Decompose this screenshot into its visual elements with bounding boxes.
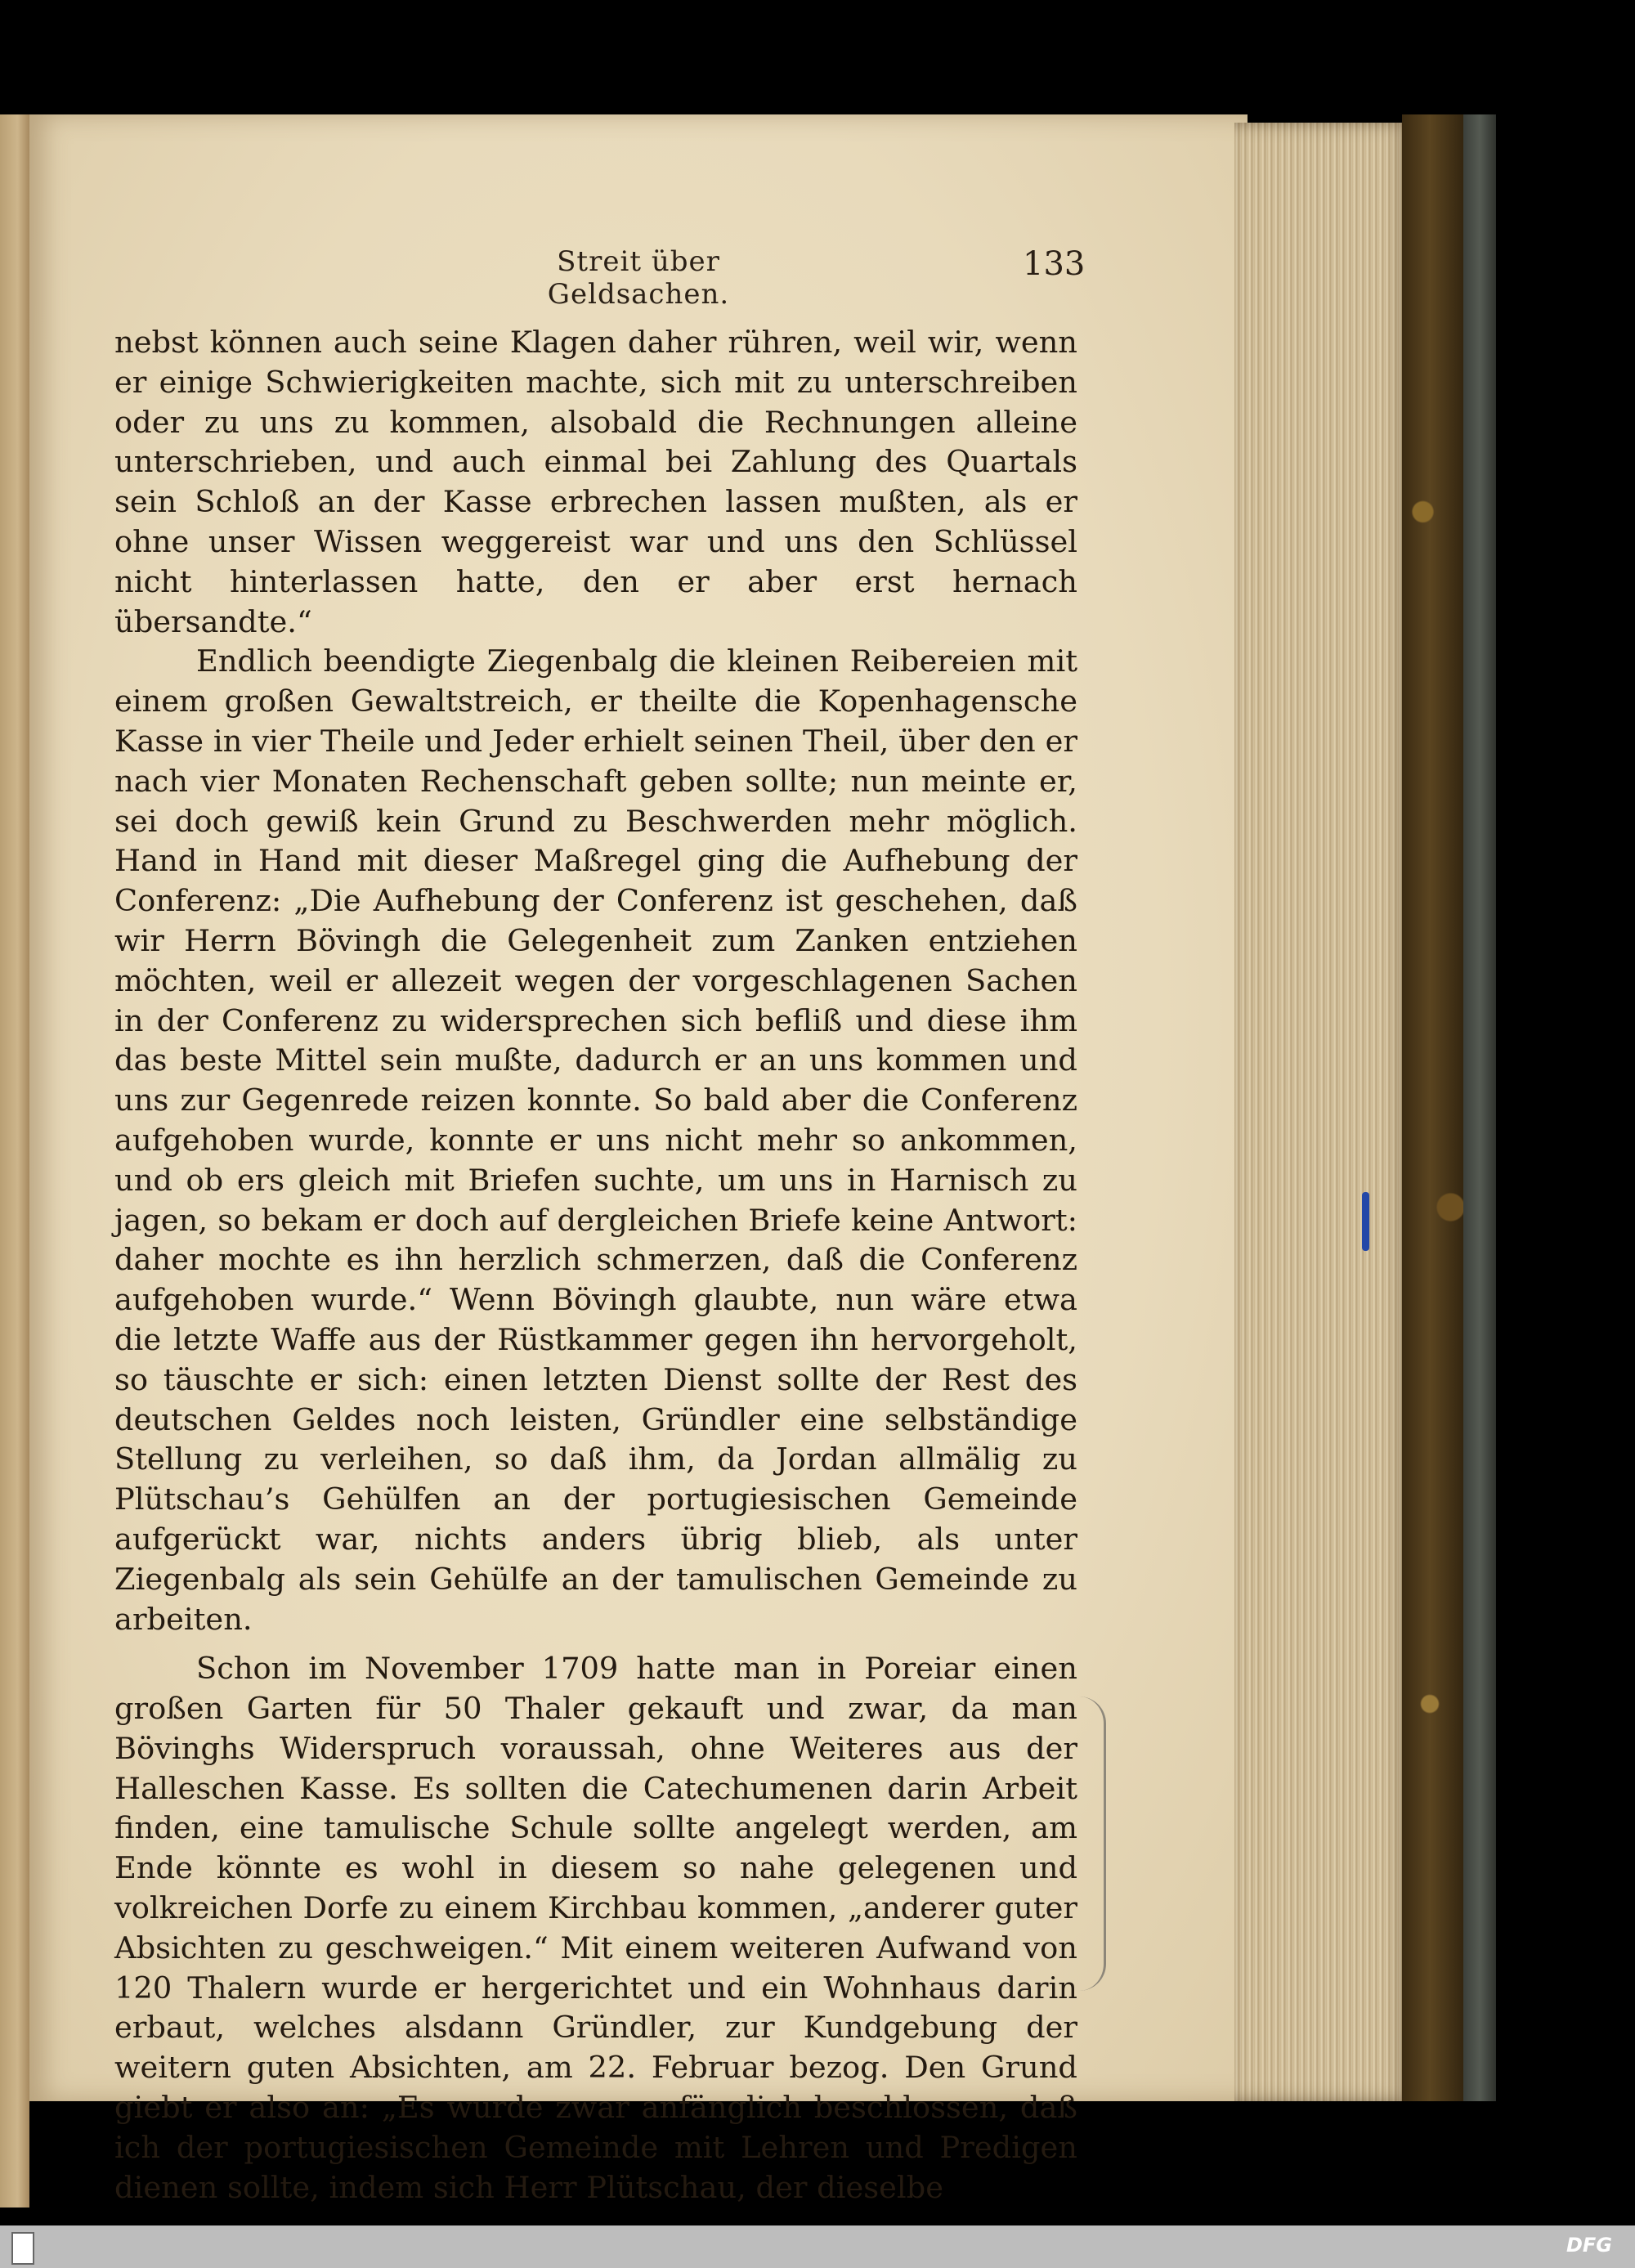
bookmark-ribbon [1362, 1192, 1369, 1251]
page-edges [1234, 123, 1410, 2101]
pencil-margin-mark [1079, 1697, 1106, 1991]
library-logo-icon [11, 2232, 34, 2265]
body-text [114, 323, 1077, 2207]
paragraph: nebst können auch seine Klagen daher rühren, weil wir, wenn er einige Schwierigkeiten machte, sich mit zu unterschreiben oder zu uns zu kommen, alsobald die Rechnungen alleine unterschrieben, und auch einmal bei Zahlung des Quartals sein Schloß an der Kasse erbrechen lassen mußten, als er ohne unser Wissen weggereist war und uns den Schlüssel nicht hinterlassen hatte, den er aber erst hernach übersandte.“ [114, 325, 1077, 639]
marbled-cover [1402, 114, 1472, 2101]
viewer-footer-bar [0, 2225, 1635, 2268]
page-number: 133 [1023, 245, 1086, 283]
book-spine [1463, 114, 1496, 2101]
left-page-strip [0, 114, 29, 2207]
running-head: Streit über Geldsachen. [547, 245, 730, 311]
dfg-logo: DFG [1566, 2234, 1612, 2257]
paragraph: Endlich beendigte Ziegenbalg die kleinen Reibereien mit einem großen Gewaltstreich, er theilte die Kopenhagensche Kasse in vier Theile und Jeder erhielt seinen Theil, über den er nach vier Monaten Rechenschaft geben sollte; nun meinte er, sei doch gewiß kein Grund zu Beschwerden mehr möglich. Hand in Hand mit dieser Maßregel ging die Aufhebung der Conferenz: „Die Aufhebung der Conferenz ist geschehen, daß wir Herrn Bövingh die Gelegenheit zum Zanken entziehen möchten, weil er allezeit wegen der vorgeschlagenen Sachen in der Conferenz zu widersprechen sich befliß und diese ihm das beste Mittel sein mußte, dadurch er an uns kommen und uns zur Gegenrede reizen konnte. So bald aber die Conferenz aufgehoben wurde, konnte er uns nicht mehr so ankommen, und ob ers gleich mit Briefen suchte, um uns in Harnisch zu jagen, so bekam er doch auf dergleichen Briefe keine Antwort: daher mochte es ihn herzlich schmerzen, daß die Conferenz aufgehoben wurde.“ Wenn Bövingh glaubte, nun wäre etwa die letzte Waffe aus der Rüstkammer gegen ihn hervorgeholt, so täuschte er sich: einen letzten Dienst sollte der Rest des deutschen Geldes noch leisten, Gründler eine selbständige Stellung zu verleihen, so daß ihm, da Jordan allmälig zu Plütschau’s Gehülfen an der portugiesischen Gemeinde aufgerückt war, nichts anders übrig blieb, als unter Ziegenbalg als sein Gehülfe an der tamulischen Gemeinde zu arbeiten. [114, 643, 1077, 1637]
page-header [29, 245, 1248, 311]
paragraph: Schon im November 1709 hatte man in Poreiar einen großen Garten für 50 Thaler gekauft und zwar, da man Bövinghs Widerspruch voraussah, ohne Weiteres aus der Halleschen Kasse. Es sollten die Catechumenen darin Arbeit finden, eine tamulische Schule sollte angelegt werden, am Ende könnte es wohl in diesem so nahe gelegenen und volkreichen Dorfe zu einem Kirchbau kommen, „anderer guter Absichten zu geschweigen.“ Mit einem weiteren Aufwand von 120 Thalern wurde er hergerichtet und ein Wohnhaus darin erbaut, welches alsdann Gründler, zur Kundgebung der weitern guten Absichten, am 22. Februar bezog. Den Grund giebt er also an: „Es wurde zwar anfänglich beschlossen, daß ich der portugiesischen Gemeinde mit Lehren und Predigen dienen sollte, indem sich Herr Plütschau, der dieselbe [114, 1651, 1077, 2205]
